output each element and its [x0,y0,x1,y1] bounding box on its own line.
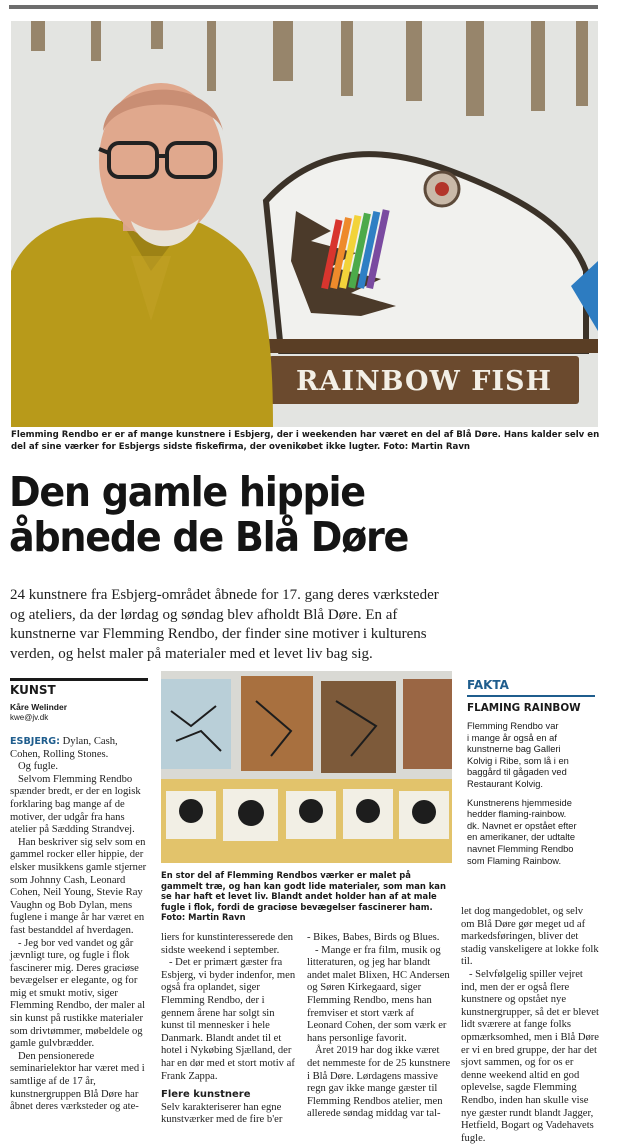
fakta-line: som Flaming Rainbow. [467,855,562,866]
author-name: Kåre Welinder [10,702,68,712]
fakta-line: navnet Flemming Rendbo [467,843,574,854]
author-email[interactable]: kwe@jv.dk [10,713,49,722]
dateline: ESBJERG: [10,736,60,747]
paragraph: Og fugle. [18,761,59,773]
lead-paragraph [10,586,600,664]
lead-line-2: og ateliers, da der lørdag og søndag blev afholdt Blå Døre. En af [10,606,398,623]
article-column-3 [307,932,451,1121]
photo-caption: Flemming Rendbo er er af mange kunstnere i Esbjerg, der i weekenden har været en del af Blå Døre. Hans kalder selv en del af sine værker for Esbjergs sidste fiskefirma, der ovenikøbet ikke lugter. Foto: Martin Ravn [11,430,600,452]
top-rule [9,5,598,9]
fakta-line: i mange år også en af [467,732,557,743]
fakta-line: Flemming Rendbo var [467,721,559,731]
paragraph: Selvom Flemming Rendbo spænder bredt, er der en logisk forklaring bag mange af de motiver, der udgår fra hans atelier på Sædding Strandvej. [10,773,141,836]
fakta-line: Kunstnerens hjemmeside [467,797,572,808]
rainbow-fish-sign-text: RAINBOW FISH [295,366,553,397]
artwork-illustration [161,671,452,863]
paragraph: - Mange er fra film, musik og litteraturen, og jeg har blandt andet malet Blixen, HC Andersen og Søren Kirkegaard, siger Flemming Rendbo, mens han fremviser et stort værk af Leonard Cohen, der som værk er hans personlige favorit. [307,944,450,1044]
paragraph [10,736,148,761]
lead-line-1: 24 kunstnere fra Esbjerg-området åbnede for 17. gang deres værksteder [10,587,439,603]
paragraph: let dog mangedoblet, og selv om Blå Døre gør meget ud af markedsføringen, bliver det stadig vanskeligere at lokke folk til. [461,906,599,968]
fakta-line: dk. Navnet er opstået efter [467,820,577,831]
paragraph: Året 2019 har dog ikke været det nemmeste for de 25 kunstnere i Blå Døre. Lørdagens massive regn gav ikke mange gæster til Flemming Rendbos atelier, men allerede søndag middag var tal- [307,1045,451,1120]
fakta-heading: FLAMING RAINBOW [467,702,581,714]
fakta-line: hedder flaming-rainbow. [467,809,567,820]
article-column-2 [161,932,299,1127]
main-photo [11,21,598,427]
paragraph: Han beskriver sig selv som en gammel rocker eller hippie, der elsker musikkens gamle stjerner som Johnny Cash, Leonard Cohen, Neil Young, Stevie Ray Vaughn og Bob Dylan, mens fuglene i mange år har været en fast bestanddel af hverdagen. [10,836,147,936]
photo-illustration [11,21,598,427]
paragraph: - Det er primært gæster fra Esbjerg, vi byder indenfor, men også fra oplandet, siger Flemming Rendbo, der i gennem årene har solgt sin kunst til mennesker i hele Danmark. Blandt andet til et hotel i Nykøbing Sjælland, der har en dør med et stort motiv af Frank Zappa. [161,957,296,1082]
paragraph: Den pensionerede seminarielektor har været med i samtlige af de 17 år, kunstnergruppen Blå Døre har åbnet deres værksteder og ate- [10,1050,145,1113]
fakta-line: Kolvig i Ribe, som lå i en [467,755,569,766]
fakta-line: Restaurant Kolvig. [467,778,543,789]
headline-line-2: åbnede de Blå Døre [9,513,409,561]
fakta-title: FAKTA [467,678,509,692]
byline [10,702,67,723]
fakta-line: kunstnerne bag Galleri [467,744,561,755]
section-rule [10,678,148,681]
article-column-1 [10,736,148,1114]
paragraph: - Jeg bor ved vandet og går jævnligt ture, og fugle i flok fascinerer mig. Deres graciøse bevægelser er elegante, og for mig et smukt motiv, siger Flemming Rendbo, der maler al sin kunst på rustikke materialer som drivtømmer, møbeldele og gamle gulvbrædder. [10,937,146,1050]
lead-line-3: kunstnerne var Flemming Rendbo, der finder sine motiver i kulturens [10,626,427,642]
section-label: KUNST [10,683,56,697]
paragraph: - Selvfølgelig spiller vejret ind, men der er også flere kunstnere og opstået nye kunstnergrupper, så det er blevet lidt sværere at fange folks opmærksomhed, men i Blå Døre er vi en bred gruppe, der har det sjovt sammen, og for os er denne weekend altid en god oplevelse, sagde Flemming Rendbo, inden han skulle vise nye gæster rundt blandt Jagger, Hetfield, Bogart og Vadehavets fugle. [461,968,599,1144]
paragraph: - Bikes, Babes, Birds og Blues. [307,932,440,943]
artwork-photo [161,671,452,863]
fakta-line: baggård til gågaden ved [467,767,567,778]
headline-line-1: Den gamle hippie [9,468,365,516]
paragraph: liers for kunstinteresserede den sidste weekend i september. [161,932,294,956]
paragraph-text: Dylan, Cash, Cohen, Rolling Stones. [10,736,118,760]
fakta-rule [467,695,595,697]
fakta-line: en amerikaner, der udtalte [467,832,576,843]
paragraph: Selv karakteriserer han egne kunstværker med de fire b'er [161,1101,283,1126]
headline [9,470,567,560]
lead-line-4: verden, og helst maler på materialer med et levet liv bag sig. [10,645,373,662]
fakta-body [467,721,599,874]
fakta-paragraph-2 [467,798,599,868]
article-column-4 [461,906,599,1145]
fakta-paragraph-1 [467,721,599,791]
artwork-caption: En stor del af Flemming Rendbos værker er malet på gammelt træ, og han kan godt lide materialer, som man kan se har haft et levet liv. Blandt andet holder han af at male fugle i flok, fordi de graciøse bevægelser fascinerer ham. Foto: Martin Ravn [161,870,446,923]
subheading: Flere kunstnere [161,1089,251,1101]
